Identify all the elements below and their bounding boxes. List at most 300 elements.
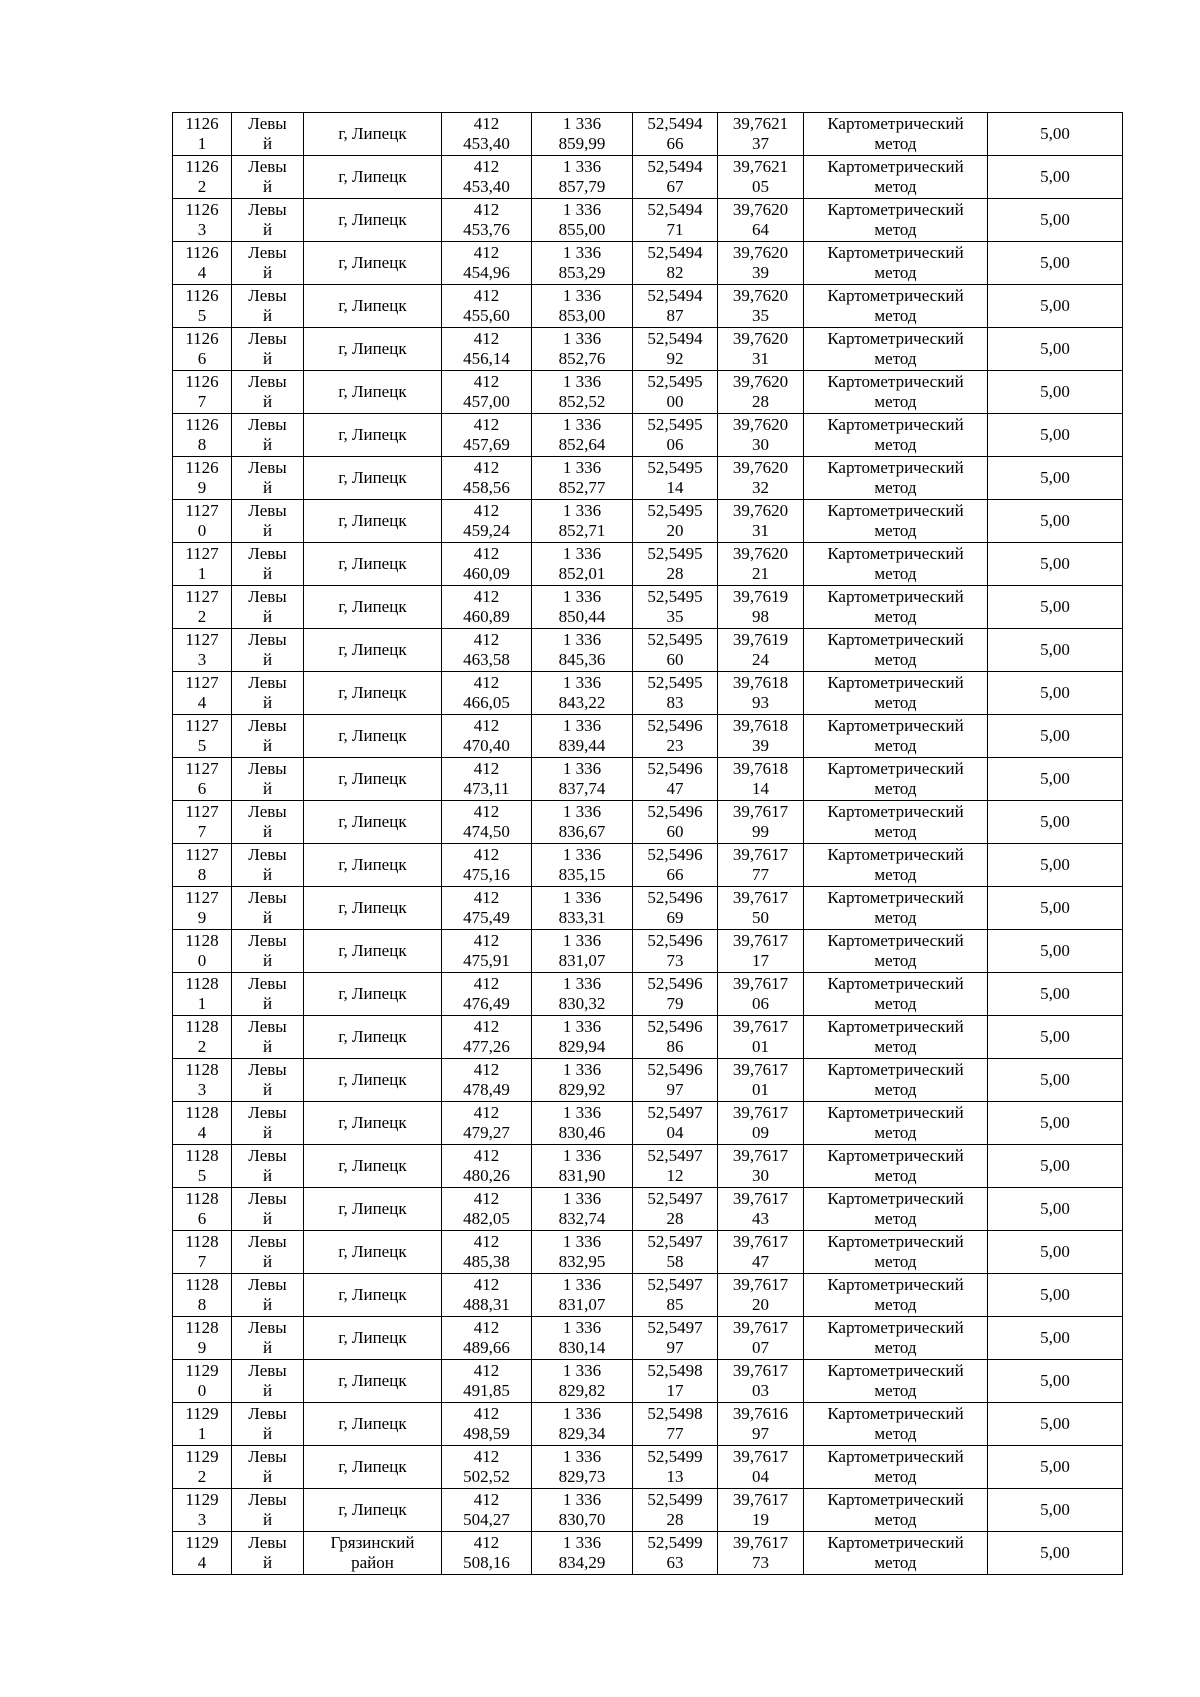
longitude-cell-line: 19 xyxy=(752,1510,769,1529)
latitude-cell xyxy=(633,1274,718,1317)
latitude-cell xyxy=(633,1446,718,1489)
precision-cell: 5,00 xyxy=(988,1360,1123,1403)
bank-side-cell-line: Левы xyxy=(248,1318,287,1337)
bank-side-cell xyxy=(232,1145,304,1188)
method-cell-line: Картометрический xyxy=(827,1146,964,1165)
latitude-cell xyxy=(633,1532,718,1575)
bank-side-cell xyxy=(232,672,304,715)
precision-cell: 5,00 xyxy=(988,973,1123,1016)
municipality-cell: г, Липецк xyxy=(304,113,442,156)
longitude-cell xyxy=(718,414,804,457)
municipality-cell: г, Липецк xyxy=(304,1188,442,1231)
point-number-cell xyxy=(173,113,232,156)
latitude-cell-line: 52,5494 xyxy=(647,200,703,219)
method-cell xyxy=(804,672,988,715)
longitude-cell xyxy=(718,844,804,887)
latitude-cell-line: 71 xyxy=(666,220,684,239)
bank-side-cell xyxy=(232,758,304,801)
coord-x-cell-line: 412 xyxy=(473,544,500,563)
coord-y-cell-line: 1 336 xyxy=(562,1275,602,1294)
bank-side-cell-line: й xyxy=(262,1166,273,1185)
table-row xyxy=(173,1317,1123,1360)
bank-side-cell-line: Левы xyxy=(248,630,287,649)
longitude-cell-line: 39,7617 xyxy=(732,1232,789,1251)
latitude-cell xyxy=(633,1016,718,1059)
precision-cell: 5,00 xyxy=(988,801,1123,844)
precision-cell: 5,00 xyxy=(988,1188,1123,1231)
coord-y-cell-line: 852,01 xyxy=(558,564,606,583)
coord-y-cell-line: 1 336 xyxy=(562,1103,602,1122)
bank-side-cell-line: й xyxy=(262,736,273,755)
point-number-cell-line: 4 xyxy=(197,693,207,712)
coord-x-cell-line: 453,40 xyxy=(463,177,510,196)
coord-x-cell xyxy=(442,1231,532,1274)
coord-y-cell-line: 830,46 xyxy=(558,1123,606,1142)
method-cell xyxy=(804,285,988,328)
point-number-cell-line: 7 xyxy=(197,1252,207,1271)
bank-side-cell-line: й xyxy=(262,435,273,454)
coord-x-cell xyxy=(442,586,532,629)
coord-y-cell xyxy=(532,156,633,199)
coord-x-cell xyxy=(442,758,532,801)
bank-side-cell xyxy=(232,973,304,1016)
bank-side-cell-line: Левы xyxy=(248,802,287,821)
method-cell-line: метод xyxy=(874,306,917,325)
table-row xyxy=(173,1102,1123,1145)
coord-y-cell xyxy=(532,758,633,801)
coord-x-cell xyxy=(442,457,532,500)
point-number-cell-line: 7 xyxy=(197,392,207,411)
coord-y-cell xyxy=(532,113,633,156)
coord-x-cell-line: 412 xyxy=(473,931,500,950)
method-cell-line: метод xyxy=(874,1123,917,1142)
latitude-cell-line: 60 xyxy=(666,822,684,841)
method-cell xyxy=(804,414,988,457)
latitude-cell-line: 52,5497 xyxy=(647,1232,703,1251)
coord-x-cell xyxy=(442,1016,532,1059)
point-number-cell xyxy=(173,844,232,887)
coord-x-cell-line: 412 xyxy=(473,501,500,520)
coord-y-cell xyxy=(532,1489,633,1532)
method-cell-line: Картометрический xyxy=(827,372,964,391)
longitude-cell-line: 39,7620 xyxy=(732,458,789,477)
method-cell xyxy=(804,113,988,156)
longitude-cell xyxy=(718,1274,804,1317)
coord-x-cell xyxy=(442,199,532,242)
coord-x-cell xyxy=(442,543,532,586)
point-number-cell-line: 1128 xyxy=(185,1060,219,1079)
coord-y-cell-line: 1 336 xyxy=(562,200,602,219)
coord-y-cell xyxy=(532,715,633,758)
coord-x-cell xyxy=(442,1059,532,1102)
precision-cell: 5,00 xyxy=(988,1317,1123,1360)
method-cell xyxy=(804,973,988,1016)
municipality-cell: г, Липецк xyxy=(304,844,442,887)
longitude-cell xyxy=(718,758,804,801)
table-row xyxy=(173,156,1123,199)
coord-x-cell-line: 473,11 xyxy=(463,779,510,798)
point-number-cell-line: 1129 xyxy=(185,1490,219,1509)
longitude-cell-line: 39,7617 xyxy=(732,1189,789,1208)
longitude-cell-line: 39,7617 xyxy=(732,845,789,864)
latitude-cell-line: 52,5495 xyxy=(647,415,703,434)
latitude-cell xyxy=(633,457,718,500)
bank-side-cell-line: Левы xyxy=(248,888,287,907)
latitude-cell-line: 47 xyxy=(666,779,684,798)
longitude-cell xyxy=(718,1532,804,1575)
bank-side-cell-line: й xyxy=(262,263,273,282)
coord-y-cell-line: 852,52 xyxy=(558,392,606,411)
longitude-cell-line: 39,7617 xyxy=(732,1490,789,1509)
latitude-cell-line: 52,5494 xyxy=(647,243,703,262)
bank-side-cell xyxy=(232,715,304,758)
coord-x-cell-line: 485,38 xyxy=(463,1252,510,1271)
method-cell-line: Картометрический xyxy=(827,845,964,864)
longitude-cell-line: 39,7619 xyxy=(732,587,789,606)
method-cell-line: Картометрический xyxy=(827,114,964,133)
municipality-cell: г, Липецк xyxy=(304,156,442,199)
precision-cell: 5,00 xyxy=(988,586,1123,629)
method-cell-line: Картометрический xyxy=(827,1017,964,1036)
municipality-cell: г, Липецк xyxy=(304,758,442,801)
bank-side-cell-line: й xyxy=(262,908,273,927)
table-row xyxy=(173,500,1123,543)
point-number-cell-line: 0 xyxy=(197,521,207,540)
latitude-cell xyxy=(633,500,718,543)
point-number-cell-line: 1128 xyxy=(185,1318,219,1337)
bank-side-cell-line: Левы xyxy=(248,1146,287,1165)
coord-y-cell xyxy=(532,371,633,414)
municipality-cell: г, Липецк xyxy=(304,1360,442,1403)
coord-y-cell-line: 835,15 xyxy=(558,865,606,884)
point-number-cell-line: 3 xyxy=(197,650,207,669)
coord-x-cell-line: 478,49 xyxy=(463,1080,510,1099)
municipality-cell: г, Липецк xyxy=(304,1059,442,1102)
bank-side-cell-line: Левы xyxy=(248,200,287,219)
longitude-cell xyxy=(718,1489,804,1532)
point-number-cell xyxy=(173,500,232,543)
coord-y-cell xyxy=(532,1274,633,1317)
municipality-cell: г, Липецк xyxy=(304,1102,442,1145)
table-row xyxy=(173,1059,1123,1102)
longitude-cell-line: 93 xyxy=(752,693,769,712)
method-cell xyxy=(804,1102,988,1145)
method-cell-line: метод xyxy=(874,478,917,497)
precision-cell: 5,00 xyxy=(988,1403,1123,1446)
method-cell xyxy=(804,242,988,285)
point-number-cell-line: 1127 xyxy=(185,501,219,520)
method-cell-line: Картометрический xyxy=(827,759,964,778)
point-number-cell-line: 2 xyxy=(197,607,207,626)
point-number-cell-line: 5 xyxy=(197,736,207,755)
coord-y-cell xyxy=(532,1102,633,1145)
latitude-cell xyxy=(633,1059,718,1102)
method-cell-line: Картометрический xyxy=(827,673,964,692)
point-number-cell-line: 8 xyxy=(197,865,207,884)
point-number-cell-line: 1126 xyxy=(185,372,219,391)
bank-side-cell-line: Левы xyxy=(248,372,287,391)
point-number-cell xyxy=(173,801,232,844)
method-cell-line: метод xyxy=(874,1424,917,1443)
latitude-cell xyxy=(633,973,718,1016)
latitude-cell-line: 52,5496 xyxy=(647,802,703,821)
method-cell xyxy=(804,801,988,844)
method-cell xyxy=(804,1231,988,1274)
longitude-cell-line: 39,7617 xyxy=(732,1361,789,1380)
coord-x-cell xyxy=(442,371,532,414)
table-row xyxy=(173,414,1123,457)
bank-side-cell-line: й xyxy=(262,994,273,1013)
longitude-cell-line: 07 xyxy=(752,1338,769,1357)
bank-side-cell-line: Левы xyxy=(248,544,287,563)
latitude-cell-line: 79 xyxy=(666,994,684,1013)
latitude-cell xyxy=(633,1231,718,1274)
coord-x-cell-line: 504,27 xyxy=(463,1510,510,1529)
longitude-cell-line: 39,7620 xyxy=(732,501,789,520)
coord-x-cell-line: 460,09 xyxy=(463,564,510,583)
coord-y-cell-line: 853,29 xyxy=(558,263,606,282)
point-number-cell xyxy=(173,930,232,973)
coord-y-cell-line: 1 336 xyxy=(562,243,602,262)
point-number-cell-line: 5 xyxy=(197,306,207,325)
latitude-cell-line: 52,5494 xyxy=(647,329,703,348)
coord-x-cell-line: 412 xyxy=(473,673,500,692)
longitude-cell-line: 97 xyxy=(752,1424,769,1443)
point-number-cell-line: 1126 xyxy=(185,329,219,348)
coord-y-cell xyxy=(532,844,633,887)
bank-side-cell-line: Левы xyxy=(248,759,287,778)
bank-side-cell-line: Левы xyxy=(248,1490,287,1509)
bank-side-cell-line: Левы xyxy=(248,1060,287,1079)
coord-x-cell-line: 480,26 xyxy=(463,1166,510,1185)
longitude-cell xyxy=(718,1231,804,1274)
longitude-cell-line: 39,7620 xyxy=(732,243,789,262)
bank-side-cell xyxy=(232,414,304,457)
method-cell-line: Картометрический xyxy=(827,630,964,649)
bank-side-cell xyxy=(232,586,304,629)
point-number-cell xyxy=(173,715,232,758)
coord-y-cell-line: 852,76 xyxy=(558,349,606,368)
table-row xyxy=(173,973,1123,1016)
latitude-cell xyxy=(633,1102,718,1145)
coord-x-cell-line: 412 xyxy=(473,1232,500,1251)
point-number-cell xyxy=(173,1489,232,1532)
method-cell-line: метод xyxy=(874,1209,917,1228)
table-row xyxy=(173,543,1123,586)
municipality-cell: г, Липецк xyxy=(304,930,442,973)
bank-side-cell-line: й xyxy=(262,134,273,153)
latitude-cell-line: 52,5495 xyxy=(647,587,703,606)
coord-y-cell xyxy=(532,801,633,844)
coord-x-cell-line: 412 xyxy=(473,1447,500,1466)
latitude-cell-line: 52,5496 xyxy=(647,759,703,778)
precision-cell: 5,00 xyxy=(988,328,1123,371)
municipality-cell: г, Липецк xyxy=(304,457,442,500)
latitude-cell xyxy=(633,328,718,371)
latitude-cell-line: 52,5499 xyxy=(647,1533,703,1552)
coord-x-cell xyxy=(442,629,532,672)
bank-side-cell-line: Левы xyxy=(248,286,287,305)
point-number-cell-line: 0 xyxy=(197,1381,207,1400)
coord-x-cell xyxy=(442,500,532,543)
longitude-cell-line: 39,7617 xyxy=(732,888,789,907)
coord-x-cell-line: 412 xyxy=(473,1103,500,1122)
coord-y-cell xyxy=(532,1317,633,1360)
bank-side-cell xyxy=(232,371,304,414)
coord-x-cell-line: 508,16 xyxy=(463,1553,510,1572)
method-cell-line: Картометрический xyxy=(827,286,964,305)
coord-y-cell-line: 853,00 xyxy=(558,306,606,325)
latitude-cell-line: 66 xyxy=(666,865,684,884)
latitude-cell-line: 00 xyxy=(666,392,684,411)
longitude-cell xyxy=(718,715,804,758)
bank-side-cell-line: й xyxy=(262,951,273,970)
coord-y-cell xyxy=(532,543,633,586)
bank-side-cell-line: й xyxy=(262,564,273,583)
coord-y-cell-line: 1 336 xyxy=(562,974,602,993)
longitude-cell-line: 39,7617 xyxy=(732,931,789,950)
longitude-cell xyxy=(718,1102,804,1145)
bank-side-cell-line: й xyxy=(262,779,273,798)
latitude-cell-line: 86 xyxy=(666,1037,684,1056)
longitude-cell-line: 39 xyxy=(752,263,769,282)
latitude-cell xyxy=(633,1403,718,1446)
longitude-cell xyxy=(718,242,804,285)
coord-y-cell-line: 1 336 xyxy=(562,1060,602,1079)
coord-y-cell-line: 1 336 xyxy=(562,931,602,950)
method-cell xyxy=(804,629,988,672)
longitude-cell-line: 01 xyxy=(752,1037,769,1056)
point-number-cell xyxy=(173,1274,232,1317)
coord-x-cell-line: 454,96 xyxy=(463,263,510,282)
method-cell xyxy=(804,1317,988,1360)
point-number-cell xyxy=(173,887,232,930)
coord-x-cell xyxy=(442,242,532,285)
coord-x-cell-line: 412 xyxy=(473,415,500,434)
method-cell-line: Картометрический xyxy=(827,1318,964,1337)
coord-y-cell xyxy=(532,242,633,285)
coord-y-cell-line: 1 336 xyxy=(562,630,602,649)
bank-side-cell-line: Левы xyxy=(248,1533,287,1552)
table-row xyxy=(173,672,1123,715)
point-number-cell-line: 1128 xyxy=(185,1103,219,1122)
longitude-cell-line: 39,7617 xyxy=(732,1533,789,1552)
method-cell-line: Картометрический xyxy=(827,501,964,520)
coord-x-cell-line: 412 xyxy=(473,1318,500,1337)
municipality-cell: г, Липецк xyxy=(304,199,442,242)
coord-y-cell xyxy=(532,199,633,242)
longitude-cell-line: 73 xyxy=(752,1553,769,1572)
municipality-cell: г, Липецк xyxy=(304,1145,442,1188)
table-row xyxy=(173,328,1123,371)
table-row xyxy=(173,1489,1123,1532)
latitude-cell-line: 52,5497 xyxy=(647,1103,703,1122)
longitude-cell-line: 28 xyxy=(752,392,769,411)
latitude-cell-line: 52,5495 xyxy=(647,372,703,391)
coord-x-cell xyxy=(442,285,532,328)
coord-y-cell-line: 1 336 xyxy=(562,544,602,563)
method-cell-line: Картометрический xyxy=(827,888,964,907)
coord-x-cell-line: 491,85 xyxy=(463,1381,510,1400)
method-cell xyxy=(804,1016,988,1059)
longitude-cell-line: 98 xyxy=(752,607,769,626)
method-cell-line: метод xyxy=(874,822,917,841)
coord-x-cell-line: 482,05 xyxy=(463,1209,510,1228)
coord-x-cell xyxy=(442,844,532,887)
coord-y-cell-line: 1 336 xyxy=(562,716,602,735)
latitude-cell-line: 97 xyxy=(666,1338,684,1357)
bank-side-cell-line: й xyxy=(262,650,273,669)
bank-side-cell-line: й xyxy=(262,1209,273,1228)
coord-y-cell-line: 1 336 xyxy=(562,1017,602,1036)
precision-cell: 5,00 xyxy=(988,1102,1123,1145)
point-number-cell-line: 0 xyxy=(197,951,207,970)
coord-y-cell xyxy=(532,328,633,371)
longitude-cell-line: 31 xyxy=(752,349,769,368)
latitude-cell xyxy=(633,113,718,156)
point-number-cell-line: 1126 xyxy=(185,458,219,477)
method-cell-line: Картометрический xyxy=(827,1361,964,1380)
coord-x-cell-line: 457,00 xyxy=(463,392,510,411)
longitude-cell-line: 39,7618 xyxy=(732,759,789,778)
method-cell xyxy=(804,844,988,887)
longitude-cell xyxy=(718,1188,804,1231)
coord-x-cell-line: 412 xyxy=(473,888,500,907)
bank-side-cell-line: Левы xyxy=(248,114,287,133)
bank-side-cell xyxy=(232,844,304,887)
method-cell-line: метод xyxy=(874,134,917,153)
bank-side-cell-line: й xyxy=(262,220,273,239)
longitude-cell xyxy=(718,500,804,543)
table-row xyxy=(173,1188,1123,1231)
longitude-cell xyxy=(718,156,804,199)
precision-cell: 5,00 xyxy=(988,156,1123,199)
coord-y-cell-line: 834,29 xyxy=(558,1553,606,1572)
table-row xyxy=(173,1360,1123,1403)
bank-side-cell-line: й xyxy=(262,1123,273,1142)
coord-y-cell xyxy=(532,887,633,930)
coord-x-cell-line: 412 xyxy=(473,372,500,391)
table-row xyxy=(173,242,1123,285)
coord-x-cell-line: 412 xyxy=(473,1017,500,1036)
latitude-cell-line: 52,5496 xyxy=(647,931,703,950)
table-row xyxy=(173,801,1123,844)
municipality-cell: г, Липецк xyxy=(304,629,442,672)
coord-x-cell-line: 412 xyxy=(473,329,500,348)
table-row xyxy=(173,371,1123,414)
municipality-cell: г, Липецк xyxy=(304,1489,442,1532)
longitude-cell xyxy=(718,371,804,414)
method-cell-line: метод xyxy=(874,650,917,669)
precision-cell: 5,00 xyxy=(988,1059,1123,1102)
latitude-cell-line: 23 xyxy=(666,736,684,755)
coord-x-cell-line: 476,49 xyxy=(463,994,510,1013)
latitude-cell-line: 58 xyxy=(666,1252,684,1271)
longitude-cell xyxy=(718,930,804,973)
point-number-cell-line: 1128 xyxy=(185,1275,219,1294)
longitude-cell-line: 20 xyxy=(752,1295,769,1314)
point-number-cell xyxy=(173,1403,232,1446)
coord-x-cell-line: 412 xyxy=(473,802,500,821)
point-number-cell xyxy=(173,1317,232,1360)
coord-x-cell-line: 412 xyxy=(473,1060,500,1079)
method-cell xyxy=(804,1274,988,1317)
point-number-cell-line: 1 xyxy=(197,134,207,153)
point-number-cell-line: 1126 xyxy=(185,286,219,305)
point-number-cell-line: 1126 xyxy=(185,243,219,262)
point-number-cell-line: 1127 xyxy=(185,845,219,864)
point-number-cell-line: 1129 xyxy=(185,1361,219,1380)
